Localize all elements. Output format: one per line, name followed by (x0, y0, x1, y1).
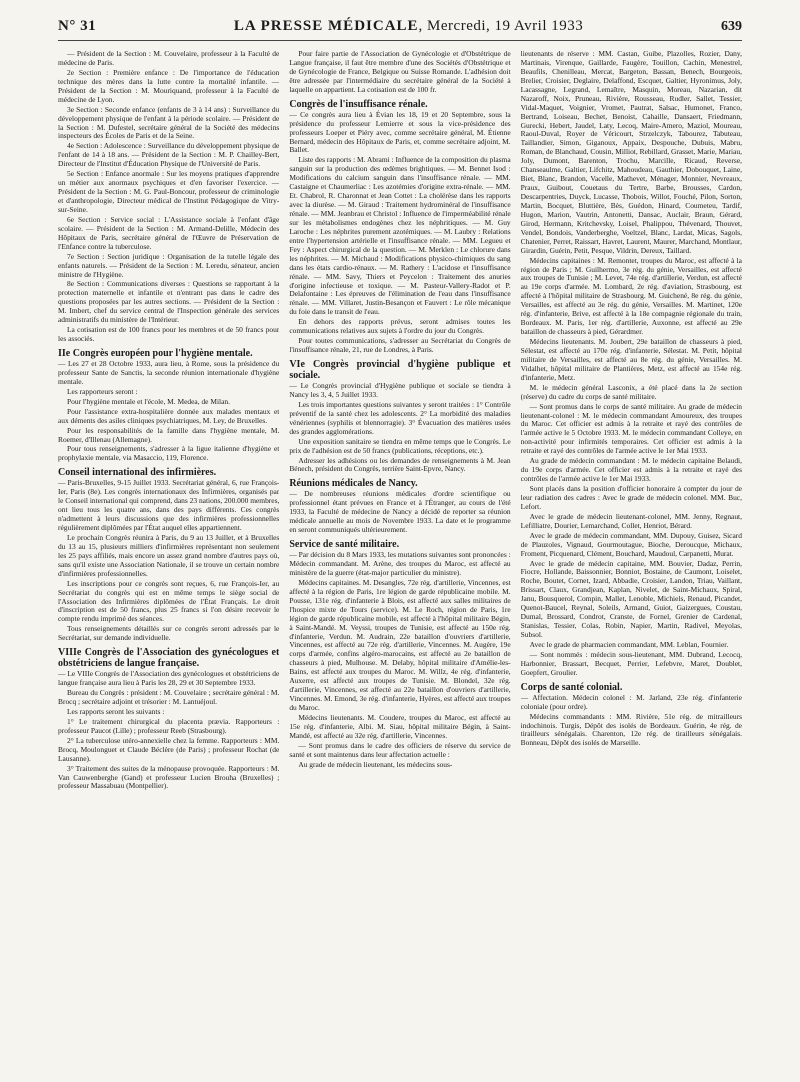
section-heading: Réunions médicales de Nancy. (289, 478, 418, 490)
paragraph: Au grade de médecin lieutenant, les médecins sous- (298, 759, 453, 769)
paragraph: Une exposition sanitaire se tiendra en même temps que le Congrès. Le prix de l'adhésion est de 50 francs (publications, réceptions, etc.). (289, 436, 511, 455)
section-heading: VIe Congrès provincial d'hygiène publique et sociale. (289, 359, 511, 381)
paragraph: — Ce congrès aura lieu à Évian les 18, 19 et 20 Septembre, sous la présidence du professeur Lemierre et sous la vice-présidence des professeurs Loeper et Piéry avec, comme secrétaire général, M. Étienne Bernard, médecin des Hôpitaux de Paris, et, comme secrétaire adjoint, M. Ballet. (289, 109, 511, 155)
issue-date: , Mercredi, 19 Avril 1933 (418, 18, 584, 34)
paragraph: 7e Section : Section juridique : Organisation de la tutelle légale des enfants naturels. — Président de la Section : M. Leredu, sénateur, ancien ministre de l'Hygiène. (58, 251, 280, 279)
section-heading: IIe Congrès européen pour l'hygiène mentale. (58, 348, 253, 359)
paragraph: 1° Le traitement chirurgical du placenta prævia. Rapporteurs : professeur Paucot (Lille) ; professeur Reeb (Strasbourg). (58, 716, 280, 735)
paragraph: Pour l'hygiène mentale et l'école, M. Medea, de Milan. (67, 396, 230, 406)
paragraph: Médecins capitaines. M. Desangles, 72e rég. d'artillerie, Vincennes, est affecté à la région de Paris, 1re légion de garde républicaine mobile. M. Pousse, 131e rég. d'infanterie à Blois, est affecté aux salles militaires de l'hospice mixte de Tours (service). M. Le Roch, région de Paris, 1re légion de garde républicaine mobile, est affecté à l'hôpital militaire Bégin, à Saint-Mandé. M. Veyssi, troupes de Tunisie, est affecté au 150e rég. d'infanterie, Verdun. M. Audrain, 22e bataillon d'ouvriers d'artillerie, Vincennes, est affecté au 72e rég. d'artillerie, Vincennes. M. Augère, 19e corps d'armée, confins algéro-marocains, est affecté au 2e bataillon de chasseurs à pied, Mulhouse. M. Delaby, hôpital militaire d'Amélie-les-Bains, est affecté aux troupes du Maroc. M. Willz, 4e rég. d'infanterie, Auxerre, est affecté aux troupes de Tunisie. M. Blondel, 32e rég. d'artillerie, Vincennes, est affecté au 22e bataillon d'ouvriers d'artillerie, Vincennes. M. Emond, 3e rég. d'infanterie, Hyères, est affecté aux troupes du Maroc. (289, 577, 511, 712)
column-left (58, 50, 279, 1068)
paragraph: — Par décision du 8 Mars 1933, les mutations suivantes sont prononcées : Médecin commandant. M. Arène, des troupes du Maroc, est affecté au ministère de la guerre (état-major particulier du ministre). (289, 550, 511, 577)
column-middle (289, 50, 510, 1068)
paragraph: Avec le grade de pharmacien commandant, MM. Leblan, Fournier. (529, 639, 729, 649)
paragraph: 4e Section : Adolescence : Surveillance du développement physique de l'enfant de 14 à 18 ans. — Président de la Section : M. P. Chailley-Bert, Directeur de l'Institut d'Éducation Physique de l'Université de Paris. (58, 141, 280, 169)
paragraph: 3e Section : Seconde enfance (enfants de 3 à 14 ans) : Surveillance du développement physique de l'enfant à la période scolaire. — Président de la Section : M. Dufestel, secrétaire général de la Société des médecins inspecteurs des Écoles de Paris et de la Seine. (58, 104, 280, 141)
paragraph: Pour faire partie de l'Association de Gynécologie et d'Obstétrique de Langue française, il faut être membre d'une des Sociétés d'Obstétrique et de Gynécologie de France, Belgique ou Suisse Romande. L'adhésion doit être adressée par l'intermédiaire du secrétaire général de la Société à laquelle on appartient. La cotisation est de 100 fr. (289, 50, 511, 94)
paragraph: Tous renseignements détaillés sur ce congrès seront adressés par le Secrétariat, sur demande individuelle. (58, 624, 280, 643)
paragraph: Les trois importantes questions suivantes y seront traitées : 1° Contrôle préventif de la santé chez les adolescents. 2° La morbidité des maladies vénériennes (syphilis et blennorragie). 3° Évacuation des matières usées des grandes agglomérations. (289, 399, 511, 436)
paragraph: Médecins commandants : MM. Rivière, 51e rég. de mitrailleurs indochinois. Turgis, Dépôt des isolés de Bordeaux. Guérin, 4e rég. de tirailleurs sénégalais. Charenton, 12e rég. de tirailleurs sénégalais. Bonneau, Dépôt des isolés de Marseille. (520, 711, 742, 748)
page-header (58, 18, 742, 41)
section-heading: Congrès de l'insuffisance rénale. (289, 98, 428, 110)
paragraph: Pour les responsabilités de la famille dans l'hygiène mentale, M. Roemer, d'Illenau (Allemagne). (58, 425, 280, 444)
paragraph: Les rapporteurs seront : (67, 386, 138, 396)
section-heading: Service de santé militaire. (289, 539, 400, 551)
paragraph: En dehors des rapports prévus, seront admises toutes les communications relatives aux sujets à l'ordre du jour du Congrès. (289, 317, 511, 336)
paragraph: Avec le grade de médecin lieutenant-colonel, MM. Jenny, Regnaut, Lefilliatre, Dourier, Lemarchand, Collet, Henriot, Bérard. (520, 511, 742, 530)
paragraph: 8e Section : Communications diverses : Questions se rapportant à la protection maternelle et infantile et n'entrant pas dans le cadre des questions proposées par les autres sections. — Président de la Section : M. Imbert, chef du service central de l'Inspection générale des services administratifs du ministère de l'Intérieur. (58, 279, 280, 325)
issue-number: N° 31 (58, 18, 97, 34)
page-number: 639 (720, 19, 742, 34)
paragraph: 5e Section : Enfance anormale : Sur les moyens pratiques d'apprendre un métier aux anormaux psychiques et d'en favoriser l'exercice. — Président de la Section : M. G. Paul-Boncour, professeur de criminologie et d'anthropologie, Directeur médical de l'Institut Pédagogique de Vitry-sur-Seine. (58, 169, 280, 214)
paragraph: 6e Section : Service social : L'Assistance sociale à l'enfant d'âge scolaire. — Président de la Section : M. Armand-Delille, Médecin des Hôpitaux de Paris, secrétaire général de l'Œuvre de Préservation de l'Enfance contre la tuberculose. (58, 214, 280, 251)
paragraph: Sont placés dans la position d'officier honoraire à compter du jour de leur radiation des cadres : Avec le grade de médecin colonel. MM. Buc, Lefort. (520, 484, 742, 511)
paragraph: — Les 27 et 28 Octobre 1933, aura lieu, à Rome, sous la présidence du professeur Sante de Sanctis, la seconde réunion internationale d'hygiène mentale. (58, 359, 280, 386)
paragraph: — Paris-Bruxelles, 9-15 Juillet 1933. Secrétariat général, 6, rue François-Ier, Paris (8e). Les congrès internationaux des Infirmières, organisés par le Conseil international qui comprend, dans 23 nations, 200.000 membres, ont lieu tous les quatre ans, dans des pays différents. Ces congrès n'admettent à leurs discussions que des infirmières professionnelles régulièrement diplômées par l'État auquel elles appartiennent. (58, 478, 280, 532)
paragraph: Au grade de médecin commandant : M. le médecin capitaine Belaudi, du 19e corps d'armée. Cet officier est admis à la retraite et rayé des contrôles de l'armée active le 1er Mai 1933. (520, 456, 742, 484)
paragraph: Adresser les adhésions ou les demandes de renseignements à M. Jean Bénech, président du Congrès, terrière Saint-Epvre, Nancy. (289, 455, 511, 474)
paragraph: lieutenants de réserve : MM. Castan, Guibe, Plazolles, Rozier, Dany, Martinais, Virenque, Gaillarde, Faugère, Touillon, Cachin, Menestrel, Beaufils, Chenilleau, Mercat, Bargeton, Bassan, Benech, Bourgeois, Brelier, Croisier, Deglaire, Delaffond, Escquet, Galtier, Hyronimus, Joly, Lacassagne, Legrand, Lemaître, Masquin, Moreau, Nazarian, dit Nazaroff, Noix, Pruneau, Rivière, Rousseau, Rudler, Sallet, Tessier, Vidal-Maquet, Voignier, Vromet, Pautrat, Salsac, Humonet, Franco, Bertrand, Loiseau, Bechet, Benoist, Cahaille, Dansaert, Friedmann, Gurecki, Hebert, Jaudel, Laty, Lecoq, Maire-Amero, Maziol, Moureau, Raoul-Duval, Royer de Véricourt, Strzelczyk, Tabourez, Tabuteau, Taillandier, Simon, Giganoux, Appaix, Despouche, Dubuis, Mabru, Roman, de Blanchaud, Cousin, Milliot, Rebillard, Grasset, Marie, Mariau, Joly, Dumont, Barenton, Trochu, Marcille, Ricaud, Reverse, Chanseaulme, Galtier, Lifchitz, Mahoudeau, Gauthier, Dobouquet, Laine, Biet, Blanc, Brandon, Vacelle, Mathevet, Ménager, Monnier, Nevreaux, Praux, Guibout, Couetaus du Tertre, Barbe, Brousses, Cardon, Descarpentries, Duyck, Lucasse, Thobois, Willot, Fouché, Pilon, Sorton, Martin, Bocquet, Bluttière, Bès, Guédon, Hinard, Coumeteu, Tardif, Hugon, Marion, Vautrin, Antonetti, Dansac, Auclair, Braun, Gérard, Girod, Hermann, Kritchevsky, Loisel, Phalippou, Thévenard, Thouvet, Vendel, Bondois, Vanderberghe, Voeltzel, Blanc, Lardat, Micas, Sagols, Chatenier, Perret, Raissart, Havret, Laurent, Maurer, Marchand, Montlaur, Girardin, Guérin, Petit, Pesque, Vildrin, Dereux, Taillard. (520, 50, 742, 255)
paragraph: 2° La tuberculose utéro-annexielle chez la femme. Rapporteurs : MM. Brocq, Moulonguet et Claude Béclère (de Paris) ; professeur Rochat (de Lausanne). (58, 735, 280, 763)
paragraph: — Sont nommés : médecin sous-lieutenant, MM. Dubrand, Lecocq, Harbonnier, Brassart, Becquet, Perrier, Lefebvre, Maret, Doublet, Goepfert, Groulier. (520, 649, 742, 677)
paragraph: Bureau du Congrès : président : M. Couvelaire ; secrétaire général : M. Brocq ; secrétaire adjoint et trésorier : M. Lantuéjoul. (58, 688, 280, 706)
paragraph: Les inscriptions pour ce congrès sont reçues, 6, rue François-Ier, au Secrétariat du congrès qui est en même temps le siège social de l'Association des Infirmières diplômées de l'État Français. Le droit d'inscription est de 50 francs, plus 25 francs si l'on désire recevoir le compte rendu imprimé des séances. (58, 578, 280, 624)
paragraph: Avec le grade de médecin commandant, MM. Dupouy, Guisez, Sicard de Plauzoles, Vignaud, Gourmoutague, Bioche, Deroucque, Michaux, Froment, Picquenard, Clément, Bouchard, Maudoul, Carpanetti, Murat. (520, 530, 742, 558)
publication-title: LA PRESSE MÉDICALE (233, 18, 419, 34)
paragraph: La cotisation est de 100 francs pour les membres et de 50 francs pour les associés. (58, 325, 280, 344)
section-heading: Corps de santé colonial. (520, 681, 623, 693)
paragraph: Médecins lieutenants. M. Joubert, 29e bataillon de chasseurs à pied, Sélestat, est affecté au 170e rég. d'infanterie, Sélestat. M. Petit, hôpital militaire de Versailles, est affecté au 8e rég. du génie, Versailles. M. Vidalhet, hôpital militaire de Plantières, Metz, est affecté au 154e rég. d'infanterie, Metz. (520, 337, 742, 382)
paragraph: — Le Congrès provincial d'Hygiène publique et sociale se tiendra à Nancy les 3, 4, 5 Juillet 1933. (289, 381, 511, 399)
paragraph: Le prochain Congrès réunira à Paris, du 9 au 13 Juillet, et à Bruxelles du 13 au 15, plusieurs milliers d'infirmières représentant non seulement les 25 pays affiliés, mais encore un assez grand nombre d'autres pays où, sans qu'il existe une Association Nationale, il se trouve un certain nombre d'infirmières professionnelles. (58, 532, 280, 578)
paragraph: Pour tous renseignements, s'adresser à la ligue italienne d'hygiène et prophylaxie mentale, via Masaccio, 119, Florence. (58, 444, 280, 463)
paragraph: Pour l'assistance extra-hospitalière donnée aux malades mentaux et aux déments des asiles cliniques psychiatriques, M. Ley, de Bruxelles. (58, 406, 280, 425)
paragraph: Médecins lieutenants. M. Coudere, troupes du Maroc, est affecté au 15e rég. d'infanterie, Albi. M. Siau, hôpital militaire Bégin, à Saint-Mandé, est affecté au 32e rég. d'artillerie, Vincennes. (289, 712, 511, 740)
section-heading: Conseil international des infirmières. (58, 467, 217, 479)
paragraph: — Sont promus dans le cadre des officiers de réserve du service de santé et sont maintenus dans leur affectation actuelle : (289, 740, 511, 759)
paragraph: Pour toutes communications, s'adresser au Secrétariat du Congrès de l'insuffisance rénale, 21, rue de Londres, à Paris. (289, 336, 511, 355)
masthead (234, 18, 583, 35)
paragraph: Avec le grade de médecin capitaine, MM. Bouvier, Dadaz, Perrin, Fiocre, Hollande, Baissonnier, Bonniot, Bostaine, de Caumont, Loiselet, Roche, Boutet, Cornet, Izard, Abbadie, Croisier, Landon, Triau, Vaillant, Brissart, Claux, Grandjean, Kaplan, Nivelet, de Saint-Michaux, Spiral, Janu, Bousquerol, Compin, Mallet, Lenoble, Michiels, Renaud, Picandet, Quenot-Baucel, Reynal, Soleils, Armand, Guiot, Gaizergues, Coustau, Dumal, Brossard, Condrot, Cranste, de Fornel, Grenier de Cardenal, Stanislas, Tessier, Colas, Robin, Napier, Martin, Radivel, Meyolas, Subsol. (520, 558, 742, 639)
paragraph: 3° Traitement des suites de la ménopause provoquée. Rapporteurs : M. Van Cauwenberghe (Gand) et professeur Lucien Brouha (Bruxelles) ; professeur Massabuau (Montpellier). (58, 763, 280, 791)
column-right (521, 50, 742, 1068)
paragraph: — Affectation. Médecin colonel : M. Jarland, 23e rég. d'infanterie coloniale (pour ordre). (520, 692, 742, 711)
paragraph: Liste des rapports : M. Abrami : Influence de la composition du plasma sanguin sur la production des œdèmes brightiques. — M. Bennet Isod : Modifications du calcium sanguin dans l'insuffisance rénale. — MM. Castaigne et Chaumerliac : Les azotémies d'origine extra-rénale. — MM. Et. Chabrol, R. Charonnat et Jean Cottet : La cholérèse dans les rapports avec la diurèse. — M. Giraud : Traitement hydrominéral de l'insuffisance rénale. — MM. Jeanbrau et Christol : Influence de l'imperméabilité rénale sur les métabolismes endogènes chez les néphritiques. — M. Guy Laroche : Les néphrites purement azotémiques. — M. Laubry : Relations entre l'hypertension artérielle et l'insuffisance rénale. — MM. Legueu et Fey : Aspect chirurgical de la question. — M. Merklen : Le chlorure dans les néphrites. — M. Michaud : Modifications physico-chimiques du sang dans les états cardio-rénaux. — M. Rathery : L'acidose et l'insuffisance rénale. — MM. Savy, Thiers et Peycelon : Traitement des anuries d'origine infectieuse et toxique. — M. Pasteur-Vallery-Radot et P. Delafontaine : Les épreuves de l'élimination de l'eau dans l'insuffisance rénale. — MM. Villaret, Justin-Besançon et Fauvert : Le rôle mécanique du foie dans le transit de l'eau. (289, 155, 511, 317)
paragraph: M. le médecin général Lasconix, a été placé dans la 2e section (réserve) du cadre du corps de santé militaire. (520, 382, 742, 401)
paragraph: 2e Section : Première enfance : De l'importance de l'éducation technique des mères dans la lutte contre la mortalité infantile. — Président de la Section : M. Mouriquand, professeur à la Faculté de médecine de Lyon. (58, 67, 280, 104)
paragraph: Les rapports seront les suivants : (67, 706, 165, 716)
paragraph: Médecins capitaines : M. Remontet, troupes du Maroc, est affecté à la région de Paris ; M. Guilhermo, 3e rég. du génie, Versailles, est affecté aux troupes de Tunisie ; M. Levet, 74e rég. d'artillerie, Verdun, est affecté au 19e corps d'armée. M. Lombard, 2e rég. d'aviation, Strasbourg, est affecté à l'hôpital militaire de Strasbourg. M. Guichené, 8e rég. du génie, Versailles, est affecté au 3e rég. du génie, Versailles. M. Martinet, 120e rég. d'infanterie, Brive, est affecté à la 18e compagnie régionale du train, Bordeaux. M. Paris, 1er rég. d'artillerie, Auxonne, est affecté au 29e bataillon de chasseurs à pied, Gérardmer. (520, 255, 742, 337)
article-columns (58, 50, 742, 1068)
paragraph: — Président de la Section : M. Couvelaire, professeur à la Faculté de médecine de Paris. (58, 50, 280, 67)
paragraph: — De nombreuses réunions médicales d'ordre scientifique ou professionnel étant prévues en France et à l'Étranger, au cours de l'été 1933, la Faculté de médecine de Nancy a décidé de reporter sa réunion médicale annuelle au mois de Novembre 1933. La date et le programme en seront communiqués ultérieurement. (289, 489, 511, 535)
paragraph: — Sont promus dans le corps de santé militaire. Au grade de médecin lieutenant-colonel : M. le médecin commandant Amoureux, des troupes du Maroc. Cet officier est admis à la retraite et rayé des contrôles de l'armée active le 5 Octobre 1933. M. le médecin commandant Colleye, en non-activité pour infirmités temporaires. Cet officier est admis à la retraite et rayé des contrôles de l'armée active le 1er Mai 1933. (520, 401, 742, 456)
section-heading: VIIIe Congrès de l'Association des gynécologues et obstétriciens de langue française. (58, 647, 280, 670)
paragraph: — Le VIIIe Congrès de l'Association des gynécologues et obstétriciens de langue française aura lieu à Paris les 28, 29 et 30 Septembre 1933. (58, 669, 280, 688)
